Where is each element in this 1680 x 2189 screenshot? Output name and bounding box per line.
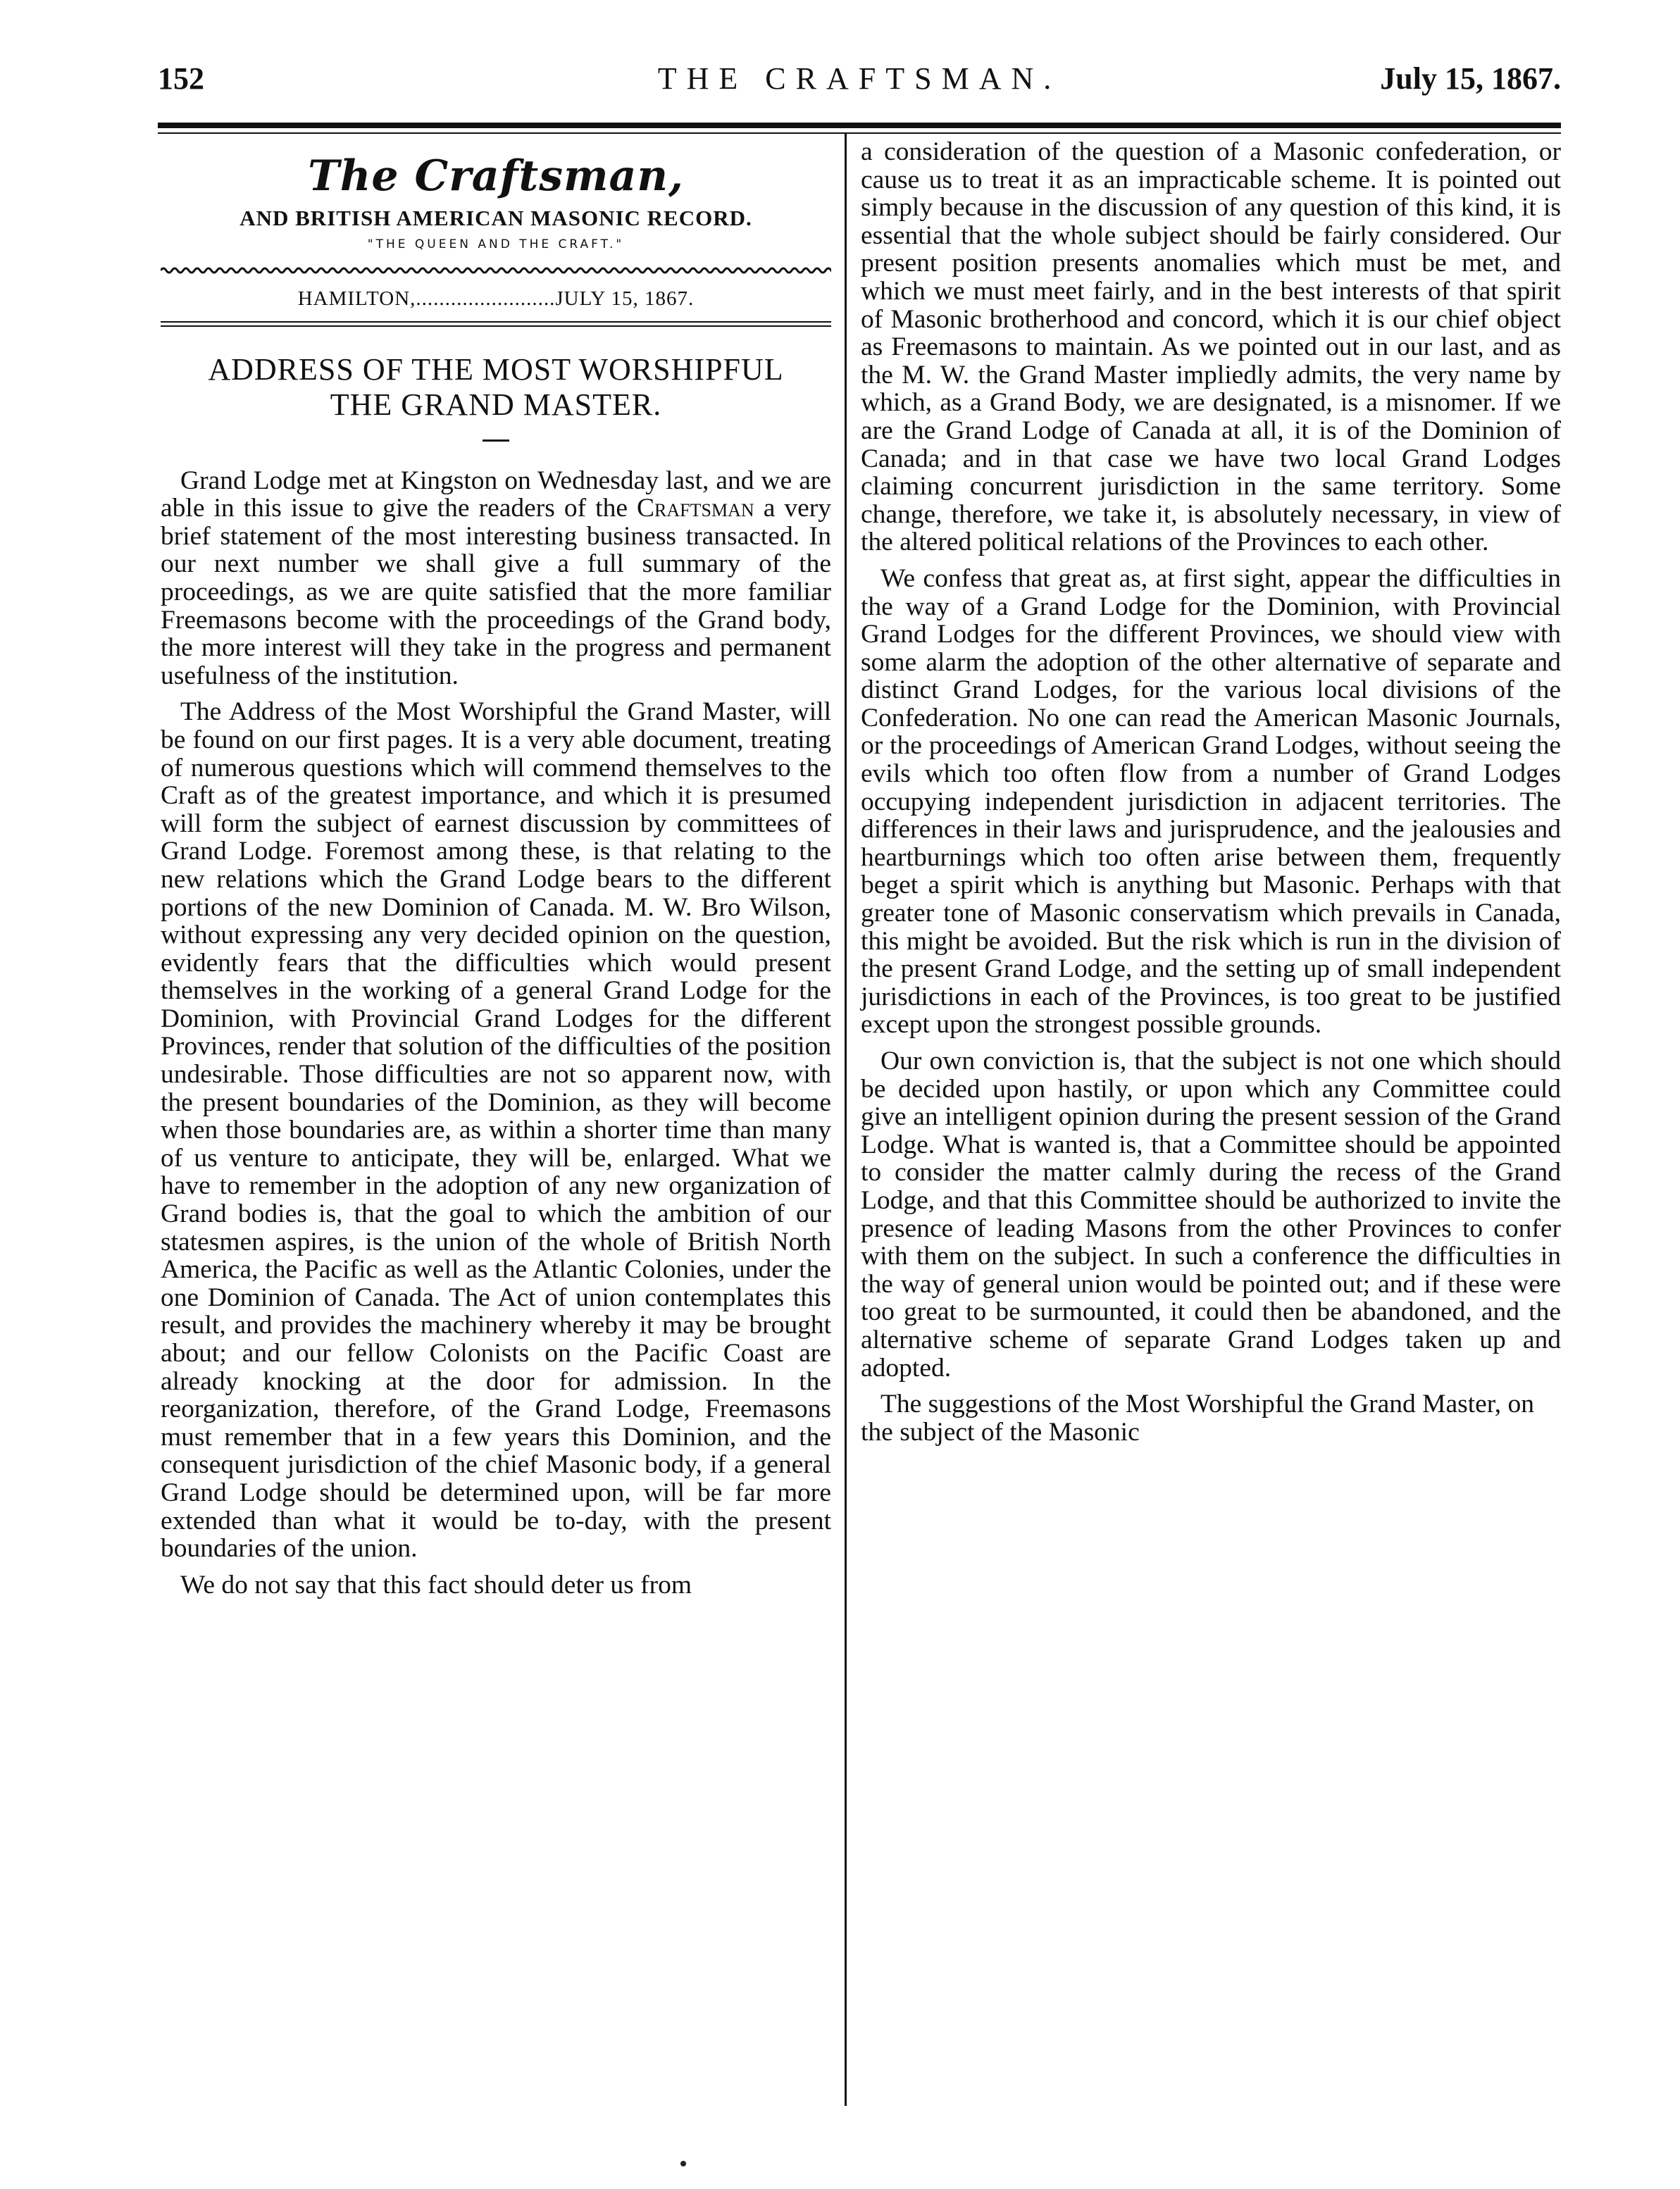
title-dash	[483, 439, 509, 442]
masthead-motto: "THE QUEEN AND THE CRAFT."	[367, 237, 625, 251]
right-paragraph-4: The suggestions of the Most Worshipful the Grand Master, on the subject of the Masonic	[861, 1390, 1534, 1447]
right-column	[861, 138, 1561, 1446]
page-number: 152	[158, 61, 204, 96]
header-thick-rule	[158, 123, 1561, 128]
masthead	[161, 151, 831, 327]
journal-title: THE CRAFTSMAN.	[657, 61, 1062, 96]
masthead-subtitle: AND BRITISH AMERICAN MASONIC RECORD.	[239, 206, 752, 230]
issue-date: July 15, 1867.	[1380, 61, 1561, 96]
masthead-name: The Craftsman,	[308, 151, 684, 201]
right-paragraph-1: a consideration of the question of a Masonic confederation, or cause us to treat it as an impracticable scheme. It is pointed out simply because in the discussion of any question of this kind, it is essential that the whole subject should be fairly considered. Our present position presents anomalies which must be met, and which we must meet fairly, and in the best interests of that spirit of Masonic brotherhood and concord, which it is our chief object as Freemasons to maintain. As we pointed out in our last, and as the M. W. the Grand Master impliedly admits, the very name by which, as a Grand Body, we are designated, is a misnomer. If we are the Grand Lodge of Canada at all, it is of the Dominion of Canada; and in that case we have two local Grand Lodges claiming concurrent jurisdiction in the same territory. Some change, therefore, we take it, is absolutely necessary, in view of the altered political relations of the Provinces to each other.	[861, 137, 1561, 557]
left-paragraph-3: We do not say that this fact should deter us from	[180, 1570, 692, 1599]
running-head	[158, 61, 1561, 103]
column-divider	[845, 134, 847, 2106]
right-paragraph-3: Our own conviction is, that the subject is not one which should be decided upon hastily, or upon which any Committee could give an intelligent opinion during the present session of the Grand Lodge. What is wanted is, that a Committee should be appointed to consider the matter calmly during the recess of the Grand Lodge, and that this Committee should be authorized to invite the presence of leading Masons from the other Provinces to confer with them on the subject. In such a conference the difficulties in the way of general union would be pointed out; and if these were too great to be surmounted, it could then be abandoned, and the alternative scheme of separate Grand Lodges taken up and adopted.	[861, 1047, 1561, 1383]
article-title	[161, 352, 831, 423]
article-title-line-2: THE GRAND MASTER.	[330, 387, 662, 422]
bottom-ink-mark	[680, 2161, 686, 2166]
left-column	[161, 138, 831, 1599]
dateline: HAMILTON,........................JULY 15, 1867.	[297, 287, 695, 310]
left-paragraph-2: The Address of the Most Worshipful the Grand Master, will be found on our first pages. It is a very able document, treating of numerous questions which will commend themselves to the Craft as of the greatest importance, and which it is presumed will form the subject of earnest discussion by committees of Grand Lodge. Foremost among these, is that relating to the new relations which the Grand Lodge bears to the different portions of the new Dominion of Canada. M. W. Bro Wilson, without expressing any very decided opinion on the question, evidently fears that the difficulties which would present themselves in the working of a general Grand Lodge for the Dominion, with Provincial Grand Lodges for the different Provinces, render that solution of the difficulties of the position undesirable. Those difficulties are not so apparent now, with the present boundaries of the Dominion, as they will become when those boundaries are, as within a shorter time than many of us venture to anticipate, they will be, enlarged. What we have to remember in the adoption of any new organization of Grand bodies is, that the goal to which the ambition of our statesmen aspires, is the union of the whole of British North America, the Pacific as well as the Atlantic Colonies, under the one Dominion of Canada. The Act of union contemplates this result, and provides the machinery whereby it may be brought about; and our fellow Colonists on the Pacific Coast are already knocking at the door for admission. In the reorganization, therefore, of the Grand Lodge, Freemasons must remember that in a few years this Dominion, and the consequent jurisdiction of the chief Masonic body, if a general Grand Lodge should be determined upon, will be far more extended than what it would be to-day, with the present boundaries of the union.	[161, 697, 831, 1564]
right-paragraph-2: We confess that great as, at first sight, appear the difficulties in the way of a Grand Lodge for the Dominion, with Provincial Grand Lodges for the different Provinces, we should view with some alarm the adoption of the other alternative of separate and distinct Grand Lodges, for the various local divisions of the Confederation. No one can read the American Masonic Journals, or the proceedings of American Grand Lodges, without seeing the evils which too often flow from a number of Grand Lodges occupying independent jurisdiction in adjacent territories. The differences in their laws and jurisprudence, and the jealousies and heartburnings which too often arise between them, frequently beget a spirit which is anything but Masonic. Perhaps with that greater tone of Masonic conservatism which prevails in Canada, this might be avoided. But the risk which is run in the division of the present Grand Lodge, and the setting up of small independent jurisdictions in each of the Provinces, is too great to be justified except upon the strongest possible grounds.	[861, 563, 1561, 1040]
dateline-rule	[161, 321, 831, 323]
header-thin-rule	[158, 132, 1561, 134]
dateline-rule-lower	[161, 325, 831, 327]
wavy-ornamental-rule	[161, 266, 831, 275]
left-paragraph-1: Grand Lodge met at Kingston on Wednesday last, and we are able in this issue to give the readers of the Craftsman a very brief statement of the most interesting business transacted. In our next number we shall give a full summary of the proceedings, as we are quite satisfied that the more familiar Freemasons become with the proceedings of the Grand body, the more interest will they take in the progress and permanent usefulness of the institution.	[161, 466, 832, 690]
article-title-line-1: ADDRESS OF THE MOST WORSHIPFUL	[208, 351, 784, 387]
